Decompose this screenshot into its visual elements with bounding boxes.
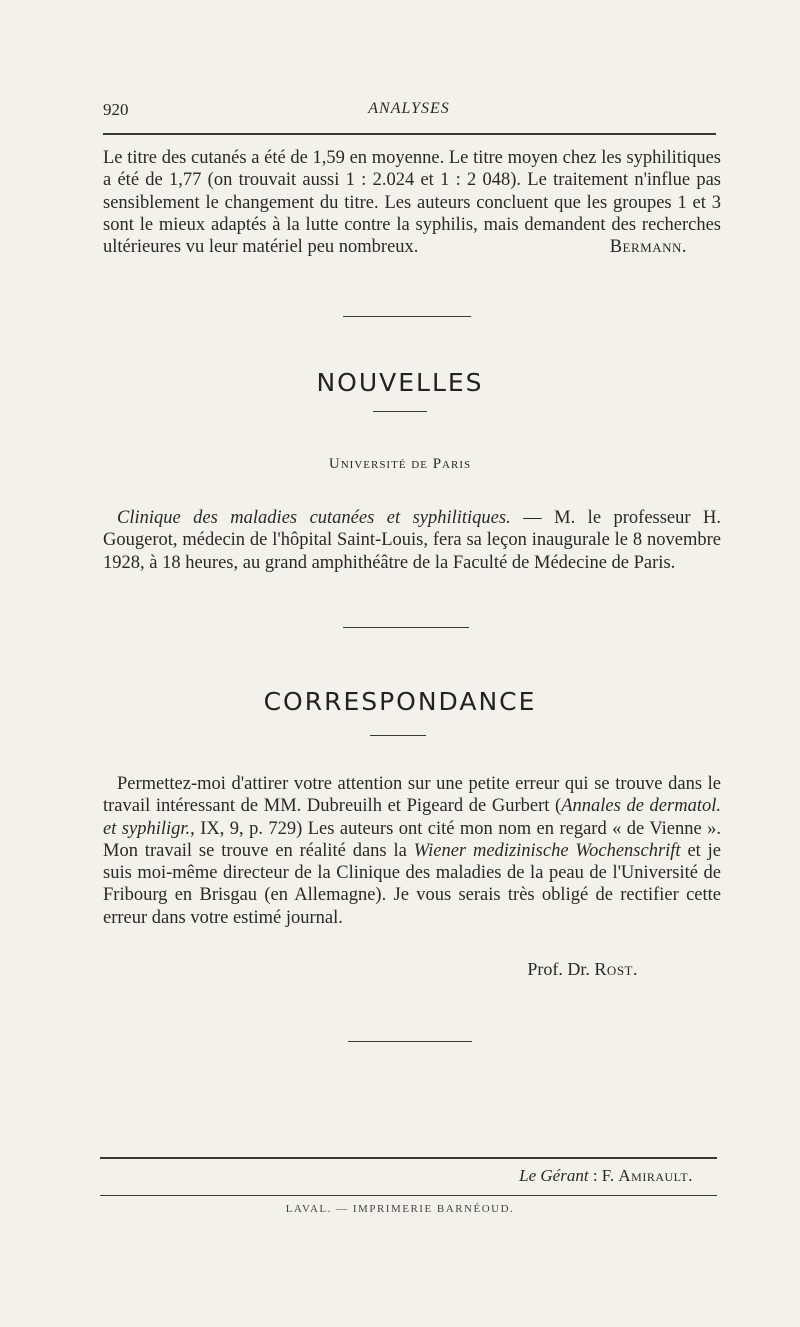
signature-name: Rost. xyxy=(594,959,638,979)
nouvelles-title-underline xyxy=(373,411,427,412)
nouvelles-lead: Clinique des maladies cutanées et syphilitiques. xyxy=(117,508,511,528)
letter-text-1: Permettez-moi d'attirer votre attention sur une petite erreur qui se trouve dans le travail intéressant de MM. Dubreuilh et Pigeard de Gurbert ( xyxy=(103,774,721,817)
section-divider-3 xyxy=(348,1041,472,1042)
analysis-text: Le titre des cutanés a été de 1,59 en moyenne. Le titre moyen chez les syphilitiques a été de 1,77 (on trouvait aussi 1 : 2.024 et 1 : 2 048). Le traitement n'influe pas sensiblement le changement du titre. Les auteurs concluent que les groupes 1 et 3 sont le mieux adaptés à la lutte contre la syphilis, mais demandent des recherches ultérieures vu leur matériel peu nombreux. xyxy=(103,148,721,258)
letter-text-2: , IX, 9, p. 729) Les auteurs ont cité mon nom en regard « de Vienne ». Mon travail se trouve en réalité dans la xyxy=(103,818,721,861)
letter-journal-1: Annales de dermatol. et syphiligr. xyxy=(103,796,721,839)
analysis-author: Bermann. xyxy=(609,237,687,258)
analysis-paragraph xyxy=(103,147,721,258)
section-divider-1 xyxy=(343,316,471,317)
letter-journal-2: Wiener medizinische Wochenschrift xyxy=(413,840,681,861)
correspondance-letter xyxy=(103,773,721,929)
gerant-line xyxy=(103,1166,693,1186)
printer-imprint: LAVAL. — IMPRIMERIE BARNÉOUD. xyxy=(285,1203,515,1215)
footer-rule-top xyxy=(100,1157,717,1159)
nouvelles-paragraph xyxy=(103,507,721,574)
footer-rule-bottom xyxy=(100,1195,717,1196)
nouvelles-body: — M. le professeur H. Gougerot, médecin de l'hôpital Saint-Louis, fera sa leçon inaugurale le 8 novembre 1928, à 18 heures, au grand amphithéâtre de la Faculté de Médecine de Paris. xyxy=(103,508,721,573)
correspondance-title: CORRESPONDANCE xyxy=(263,687,537,716)
gerant-name: Amirault. xyxy=(618,1166,693,1185)
page-number: 920 xyxy=(103,100,129,119)
letter-signature xyxy=(103,959,638,980)
nouvelles-title: NOUVELLES xyxy=(316,368,484,397)
header-rule xyxy=(103,133,716,135)
gerant-label: Le Gérant xyxy=(519,1166,589,1185)
section-divider-2 xyxy=(343,627,469,628)
correspondance-title-underline xyxy=(370,735,426,736)
running-title: ANALYSES xyxy=(368,100,450,117)
signature-prefix: Prof. Dr. xyxy=(527,959,595,979)
page-header xyxy=(103,100,715,124)
gerant-separator: : F. xyxy=(588,1166,619,1185)
letter-text-3: et je suis moi-même directeur de la Clinique des maladies de la peau de l'Université de Fribourg en Brisgau (en Allemagne). Je vous serais très obligé de rectifier cette erreur dans votre estimé journal. xyxy=(103,840,722,928)
nouvelles-subheading: Université de Paris xyxy=(328,456,472,472)
